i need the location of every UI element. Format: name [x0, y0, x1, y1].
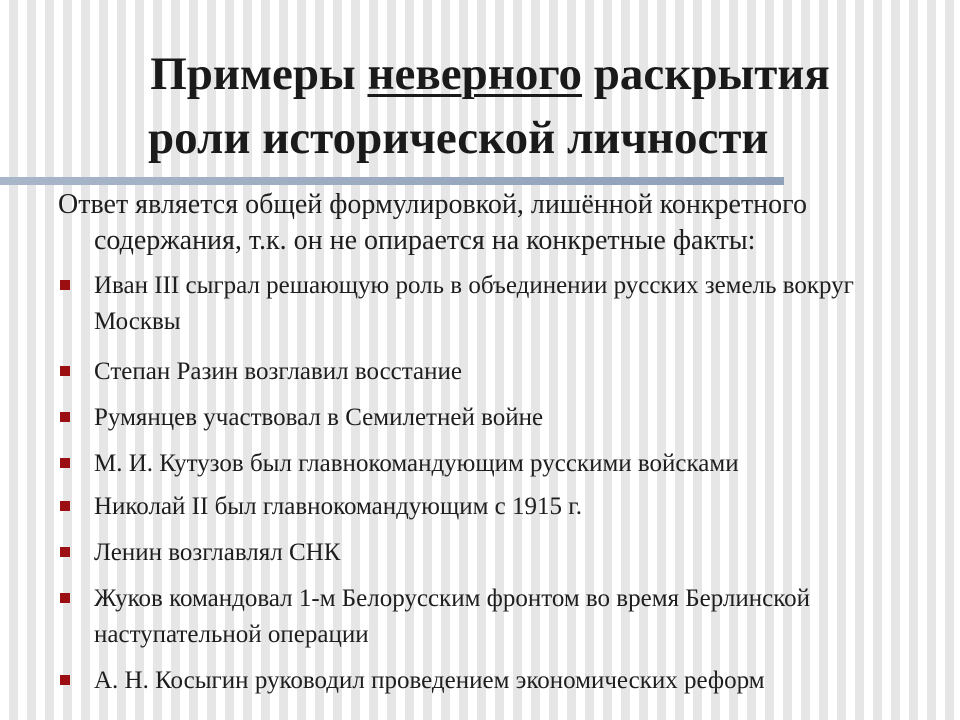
list-item-text: А. Н. Косыгин руководил проведением экономических реформ: [94, 667, 765, 694]
list-item-text: Степан Разин возглавил восстание: [94, 358, 462, 385]
intro-paragraph: [58, 187, 918, 259]
title-divider: [0, 177, 784, 185]
title-line-1-after: раскрытия: [582, 48, 830, 100]
list-item: [58, 489, 938, 525]
list-item: [58, 268, 938, 340]
list-item: [58, 535, 938, 571]
list-item-text: Николай II был главнокомандующим с 1915 г.: [94, 493, 582, 520]
list-item: [58, 446, 938, 482]
intro-line-2: содержания, т.к. он не опирается на конкретные факты:: [94, 225, 756, 256]
list-item-text: Ленин возглавлял СНК: [94, 539, 341, 566]
list-item: [58, 663, 938, 699]
list-item: [58, 400, 938, 436]
title-line-2: роли исторической личности: [148, 112, 769, 164]
square-bullet-icon: [60, 675, 70, 685]
square-bullet-icon: [60, 458, 70, 468]
examples-list: [58, 268, 938, 699]
title-underlined-word: неверного: [367, 48, 583, 100]
title-line-1: [60, 42, 920, 106]
square-bullet-icon: [60, 547, 70, 557]
list-item-text: М. И. Кутузов был главнокомандующим русскими войсками: [94, 450, 739, 477]
square-bullet-icon: [60, 412, 70, 422]
square-bullet-icon: [60, 366, 70, 376]
intro-line-1: Ответ является общей формулировкой, лишённой конкретного: [58, 189, 807, 220]
list-item-text: Жуков командовал 1-м Белорусским фронтом во время Берлинской наступательной операции: [94, 585, 810, 648]
slide-title: [60, 42, 920, 170]
square-bullet-icon: [60, 501, 70, 511]
list-item: [58, 354, 938, 390]
square-bullet-icon: [60, 593, 70, 603]
square-bullet-icon: [60, 280, 70, 290]
list-item: [58, 581, 938, 653]
list-item-text: Румянцев участвовал в Семилетней войне: [94, 404, 544, 431]
list-item-text: Иван III сыграл решающую роль в объединении русских земель вокруг Москвы: [94, 272, 854, 335]
title-line-1-before: Примеры: [150, 48, 368, 100]
